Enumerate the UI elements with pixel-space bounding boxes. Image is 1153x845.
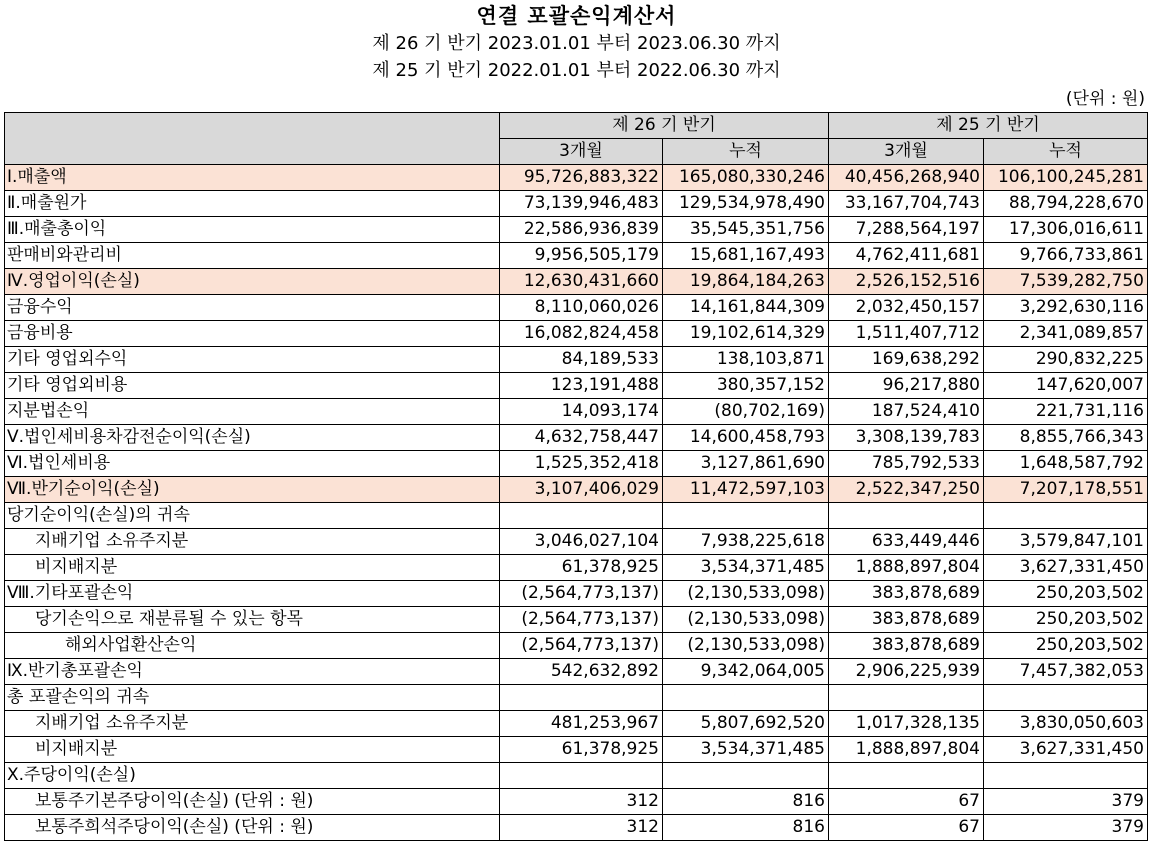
current-cumulative-value: 3,534,371,485 [663,737,829,763]
current-3month-value [500,685,663,711]
prior-3month-value: 1,017,328,135 [829,711,984,737]
table-row [5,191,1148,217]
prior-cumulative-value: 17,306,016,611 [984,217,1148,243]
current-3month-value: 4,632,758,447 [500,425,663,451]
prior-3month-value: 3,308,139,783 [829,425,984,451]
table-row [5,269,1148,295]
current-cumulative-value: 129,534,978,490 [663,191,829,217]
current-3month-value: 61,378,925 [500,555,663,581]
current-3month-value: 542,632,892 [500,659,663,685]
prior-cumulative-value: 3,830,050,603 [984,711,1148,737]
current-cumulative-value: 3,127,861,690 [663,451,829,477]
current-cumulative-value: 7,938,225,618 [663,529,829,555]
account-label: Ⅵ.법인세비용 [5,451,500,477]
prior-period-header: 제 25 기 반기 [829,113,1148,139]
current-cumulative-value: 816 [663,815,829,841]
current-cumulative-value: 11,472,597,103 [663,477,829,503]
prior-3month-header: 3개월 [829,139,984,165]
prior-3month-value: 67 [829,789,984,815]
current-cumulative-value: 9,342,064,005 [663,659,829,685]
table-row [5,685,1148,711]
account-label: 총 포괄손익의 귀속 [5,685,500,711]
account-label: Ⅷ.기타포괄손익 [5,581,500,607]
prior-cumulative-value: 3,627,331,450 [984,737,1148,763]
account-label: 금융비용 [5,321,500,347]
current-3month-value: (2,564,773,137) [500,607,663,633]
account-label: 금융수익 [5,295,500,321]
prior-cumulative-value: 1,648,587,792 [984,451,1148,477]
current-3month-value: 8,110,060,026 [500,295,663,321]
current-3month-value: 14,093,174 [500,399,663,425]
table-row [5,633,1148,659]
current-cumulative-value [663,685,829,711]
prior-cumulative-value: 250,203,502 [984,607,1148,633]
account-label: 지배기업 소유주지분 [5,529,500,555]
account-label: Ⅰ.매출액 [5,165,500,191]
current-cumulative-value: 19,102,614,329 [663,321,829,347]
current-3month-value: 312 [500,789,663,815]
unit-label: (단위 : 원) [1065,89,1145,109]
table-row [5,321,1148,347]
account-label: Ⅴ.법인세비용차감전순이익(손실) [5,425,500,451]
prior-3month-value: 2,032,450,157 [829,295,984,321]
account-label: Ⅹ.주당이익(손실) [5,763,500,789]
table-row [5,373,1148,399]
current-3month-value: 1,525,352,418 [500,451,663,477]
account-label: 판매비와관리비 [5,243,500,269]
current-3month-value: 3,046,027,104 [500,529,663,555]
prior-cumulative-value: 7,457,382,053 [984,659,1148,685]
current-cumulative-value: 138,103,871 [663,347,829,373]
prior-3month-value: 7,288,564,197 [829,217,984,243]
prior-3month-value: 383,878,689 [829,581,984,607]
table-row [5,737,1148,763]
account-label: 기타 영업외수익 [5,347,500,373]
account-label: Ⅶ.반기순이익(손실) [5,477,500,503]
prior-cumulative-value: 379 [984,815,1148,841]
prior-3month-value [829,685,984,711]
current-cumulative-value: 19,864,184,263 [663,269,829,295]
prior-3month-value: 40,456,268,940 [829,165,984,191]
prior-3month-value: 785,792,533 [829,451,984,477]
account-label: 기타 영업외비용 [5,373,500,399]
prior-cumulative-value: 9,766,733,861 [984,243,1148,269]
prior-3month-value: 96,217,880 [829,373,984,399]
account-label: 당기순이익(손실)의 귀속 [5,503,500,529]
prior-cumulative-value: 3,579,847,101 [984,529,1148,555]
account-label: 비지배지분 [5,737,500,763]
table-row [5,503,1148,529]
table-row [5,789,1148,815]
prior-3month-value: 2,522,347,250 [829,477,984,503]
table-row [5,295,1148,321]
prior-3month-value: 383,878,689 [829,607,984,633]
current-cumulative-value: 380,357,152 [663,373,829,399]
account-label: 지분법손익 [5,399,500,425]
prior-3month-value: 187,524,410 [829,399,984,425]
current-cumulative-value: 5,807,692,520 [663,711,829,737]
current-cumulative-value: 15,681,167,493 [663,243,829,269]
table-row [5,711,1148,737]
prior-cumulative-value [984,503,1148,529]
prior-3month-value: 1,888,897,804 [829,737,984,763]
current-3month-header: 3개월 [500,139,663,165]
prior-3month-value: 169,638,292 [829,347,984,373]
table-row [5,217,1148,243]
current-3month-value [500,503,663,529]
table-row [5,477,1148,503]
current-cumulative-value: 14,161,844,309 [663,295,829,321]
income-statement-table [4,112,1148,841]
prior-cumulative-value: 8,855,766,343 [984,425,1148,451]
prior-cumulative-value: 290,832,225 [984,347,1148,373]
account-label: 비지배지분 [5,555,500,581]
prior-3month-value: 33,167,704,743 [829,191,984,217]
header-row-periods [5,113,1148,139]
prior-cumulative-value: 221,731,116 [984,399,1148,425]
prior-cumulative-value: 250,203,502 [984,581,1148,607]
current-cumulative-value: 3,534,371,485 [663,555,829,581]
current-3month-value: 9,956,505,179 [500,243,663,269]
account-label: Ⅱ.매출원가 [5,191,500,217]
account-label: Ⅲ.매출총이익 [5,217,500,243]
prior-period: 제 25 기 반기 2022.01.01 부터 2022.06.30 까지 [372,60,781,81]
table-row [5,659,1148,685]
prior-cumulative-value [984,763,1148,789]
prior-3month-value [829,763,984,789]
prior-cumulative-value: 7,539,282,750 [984,269,1148,295]
current-cumulative-value: 14,600,458,793 [663,425,829,451]
account-label: Ⅸ.반기총포괄손익 [5,659,500,685]
table-row [5,763,1148,789]
prior-3month-value: 2,526,152,516 [829,269,984,295]
current-3month-value: 95,726,883,322 [500,165,663,191]
current-3month-value: 22,586,936,839 [500,217,663,243]
current-cumulative-value: 35,545,351,756 [663,217,829,243]
table-row [5,529,1148,555]
statement-title: 연결 포괄손익계산서 [476,4,677,28]
current-cumulative-value: (2,130,533,098) [663,581,829,607]
table-row [5,581,1148,607]
prior-3month-value: 633,449,446 [829,529,984,555]
table-row [5,555,1148,581]
current-3month-value: (2,564,773,137) [500,633,663,659]
prior-3month-value: 1,888,897,804 [829,555,984,581]
account-header-cell [5,113,500,165]
prior-3month-value: 1,511,407,712 [829,321,984,347]
prior-cumulative-value: 3,292,630,116 [984,295,1148,321]
table-row [5,451,1148,477]
current-3month-value [500,763,663,789]
table-row [5,165,1148,191]
prior-cumulative-value: 147,620,007 [984,373,1148,399]
prior-3month-value: 2,906,225,939 [829,659,984,685]
current-3month-value: 16,082,824,458 [500,321,663,347]
prior-cumulative-value: 250,203,502 [984,633,1148,659]
table-row [5,399,1148,425]
table-row [5,815,1148,841]
current-3month-value: 73,139,946,483 [500,191,663,217]
current-3month-value: 3,107,406,029 [500,477,663,503]
current-3month-value: 312 [500,815,663,841]
prior-cumulative-value: 379 [984,789,1148,815]
current-3month-value: 481,253,967 [500,711,663,737]
current-cumulative-value: (2,130,533,098) [663,633,829,659]
current-3month-value: 61,378,925 [500,737,663,763]
current-cumulative-value [663,763,829,789]
prior-cumulative-header: 누적 [984,139,1148,165]
prior-cumulative-value [984,685,1148,711]
account-label: 당기손익으로 재분류될 수 있는 항목 [5,607,500,633]
table-row [5,607,1148,633]
current-cumulative-value [663,503,829,529]
table-row [5,347,1148,373]
current-cumulative-value: (2,130,533,098) [663,607,829,633]
current-3month-value: 12,630,431,660 [500,269,663,295]
current-cumulative-value: 165,080,330,246 [663,165,829,191]
current-cumulative-value: 816 [663,789,829,815]
prior-3month-value: 67 [829,815,984,841]
prior-3month-value: 4,762,411,681 [829,243,984,269]
prior-3month-value: 383,878,689 [829,633,984,659]
account-label: 보통주희석주당이익(손실) (단위 : 원) [5,815,500,841]
prior-cumulative-value: 3,627,331,450 [984,555,1148,581]
account-label: 지배기업 소유주지분 [5,711,500,737]
current-period-header: 제 26 기 반기 [500,113,829,139]
table-row [5,243,1148,269]
account-label: Ⅳ.영업이익(손실) [5,269,500,295]
account-label: 보통주기본주당이익(손실) (단위 : 원) [5,789,500,815]
current-period: 제 26 기 반기 2023.01.01 부터 2023.06.30 까지 [372,33,781,54]
prior-cumulative-value: 106,100,245,281 [984,165,1148,191]
current-3month-value: 84,189,533 [500,347,663,373]
current-cumulative-header: 누적 [663,139,829,165]
current-3month-value: (2,564,773,137) [500,581,663,607]
table-row [5,425,1148,451]
prior-cumulative-value: 2,341,089,857 [984,321,1148,347]
account-label: 해외사업환산손익 [5,633,500,659]
prior-3month-value [829,503,984,529]
current-cumulative-value: (80,702,169) [663,399,829,425]
prior-cumulative-value: 88,794,228,670 [984,191,1148,217]
current-3month-value: 123,191,488 [500,373,663,399]
prior-cumulative-value: 7,207,178,551 [984,477,1148,503]
